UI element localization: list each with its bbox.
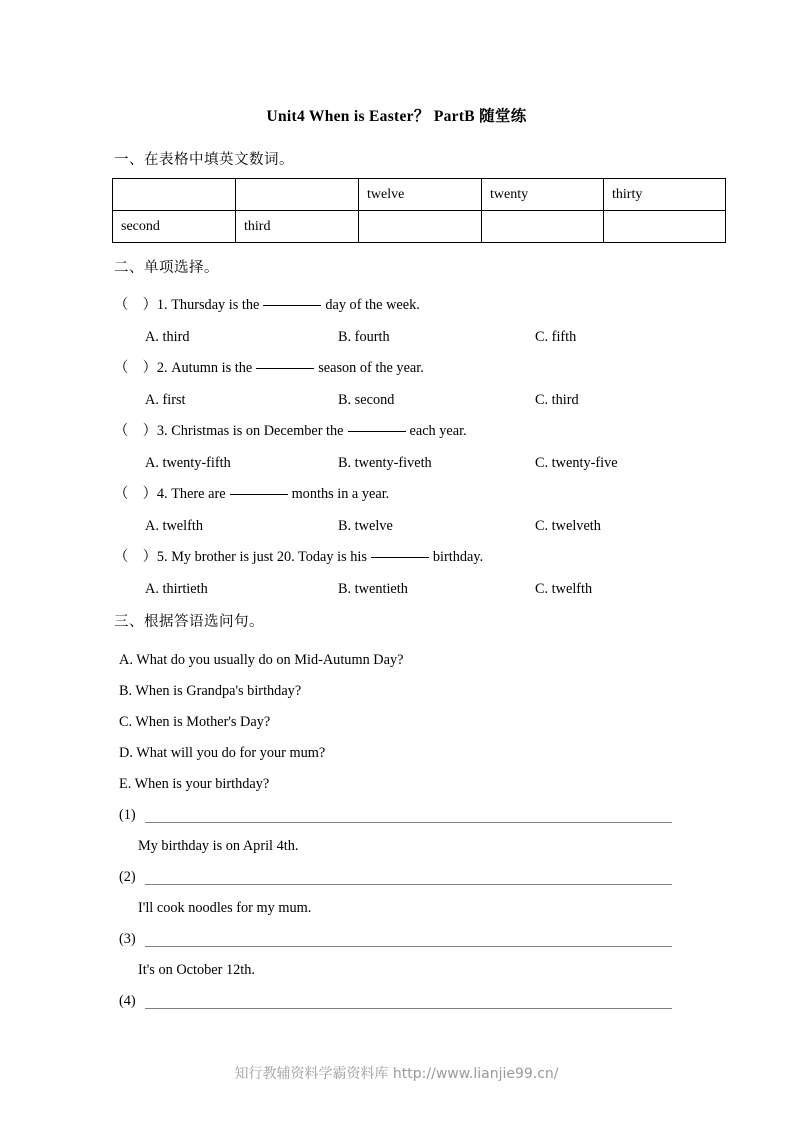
answer-prompt-text: My birthday is on April 4th. (138, 838, 299, 854)
table-cell (113, 179, 236, 211)
question-1-text-before: 1. Thursday is the (156, 297, 260, 313)
list-item[interactable]: B. When is Grandpa's birthday? (119, 683, 302, 699)
table-cell (604, 211, 726, 243)
answer-label: (2) (119, 869, 136, 885)
question-2-text-before: 2. Autumn is the (156, 360, 253, 376)
answer-label: (1) (119, 807, 136, 823)
multiple-choice-block (0, 290, 793, 605)
question-3-text-before: 3. Christmas is on December the (156, 423, 344, 439)
table-cell: second (113, 211, 236, 243)
table-cell (482, 211, 604, 243)
option-c[interactable]: C. twelveth (535, 518, 601, 534)
option-a[interactable]: A. first (145, 392, 186, 408)
table-row (113, 179, 726, 211)
fill-blank[interactable] (230, 483, 288, 495)
question-2 (0, 353, 793, 416)
option-c[interactable]: C. fifth (535, 329, 577, 345)
option-c[interactable]: C. third (535, 392, 579, 408)
table-cell: twenty (482, 179, 604, 211)
page-title: Unit4 When is Easter？ PartB 随堂练 (266, 108, 527, 125)
option-a[interactable]: A. thirtieth (145, 581, 208, 597)
answer-marker[interactable]: （ ） (114, 486, 157, 502)
option-b[interactable]: B. fourth (338, 329, 390, 345)
answer-label: (3) (119, 931, 136, 947)
question-5 (0, 542, 793, 605)
question-1 (0, 290, 793, 353)
question-5-stem (114, 542, 793, 573)
answer-marker[interactable]: （ ） (114, 549, 157, 565)
question-bank-list (0, 645, 793, 800)
number-words-table (112, 178, 726, 243)
answer-row-4 (0, 986, 793, 1017)
section-1-heading: 一、在表格中填英文数词。 (114, 152, 294, 168)
option-a[interactable]: A. twenty-fifth (145, 455, 231, 471)
table-row (113, 211, 726, 243)
footer-watermark: 知行教辅资料学霸资料库 http://www.lianjie99.cn/ (234, 1066, 559, 1082)
fill-blank[interactable] (348, 420, 406, 432)
answer-write-line[interactable] (145, 822, 672, 823)
option-a[interactable]: A. twelfth (145, 518, 203, 534)
option-b[interactable]: B. twentieth (338, 581, 408, 597)
question-4 (0, 479, 793, 542)
question-2-text-after: season of the year. (318, 360, 424, 376)
answer-row-2 (0, 862, 793, 893)
answer-marker[interactable]: （ ） (114, 423, 157, 439)
question-4-text-after: months in a year. (291, 486, 390, 502)
question-3-options (0, 447, 793, 479)
fill-blank[interactable] (256, 357, 314, 369)
answer-marker[interactable]: （ ） (114, 297, 157, 313)
question-5-text-before: 5. My brother is just 20. Today is his (156, 549, 367, 565)
question-2-stem (114, 353, 793, 384)
option-c[interactable]: C. twelfth (535, 581, 593, 597)
question-3 (0, 416, 793, 479)
fill-blank[interactable] (263, 294, 321, 306)
question-4-text-before: 4. There are (156, 486, 226, 502)
question-1-options (0, 321, 793, 353)
section-2-heading: 二、单项选择。 (114, 260, 219, 276)
question-1-text-after: day of the week. (325, 297, 420, 313)
question-2-options (0, 384, 793, 416)
table-cell (236, 179, 359, 211)
option-c[interactable]: C. twenty-five (535, 455, 618, 471)
option-b[interactable]: B. twenty-fiveth (338, 455, 432, 471)
answer-label: (4) (119, 993, 136, 1009)
option-a[interactable]: A. third (145, 329, 190, 345)
list-item[interactable]: D. What will you do for your mum? (119, 745, 326, 761)
list-item[interactable]: E. When is your birthday? (119, 776, 270, 792)
answer-write-line[interactable] (145, 884, 672, 885)
question-3-stem (114, 416, 793, 447)
answer-row-3 (0, 924, 793, 955)
question-5-options (0, 573, 793, 605)
list-item[interactable]: A. What do you usually do on Mid-Autumn Day? (119, 652, 404, 668)
answer-write-line[interactable] (145, 946, 672, 947)
table-cell (359, 211, 482, 243)
table-cell: third (236, 211, 359, 243)
section-3-heading: 三、根据答语选问句。 (114, 614, 264, 630)
answer-prompt-text: I'll cook noodles for my mum. (138, 900, 312, 916)
question-3-text-after: each year. (409, 423, 467, 439)
question-4-stem (114, 479, 793, 510)
list-item[interactable]: C. When is Mother's Day? (119, 714, 271, 730)
answer-prompt-text: It's on October 12th. (138, 962, 255, 978)
question-4-options (0, 510, 793, 542)
fill-blank[interactable] (371, 546, 429, 558)
answer-blanks-block (0, 800, 793, 1017)
answer-write-line[interactable] (145, 1008, 672, 1009)
answer-row-1 (0, 800, 793, 831)
table-cell: twelve (359, 179, 482, 211)
table-cell: thirty (604, 179, 726, 211)
option-b[interactable]: B. second (338, 392, 395, 408)
answer-marker[interactable]: （ ） (114, 360, 157, 376)
question-1-stem (114, 290, 793, 321)
option-b[interactable]: B. twelve (338, 518, 393, 534)
question-5-text-after: birthday. (432, 549, 484, 565)
